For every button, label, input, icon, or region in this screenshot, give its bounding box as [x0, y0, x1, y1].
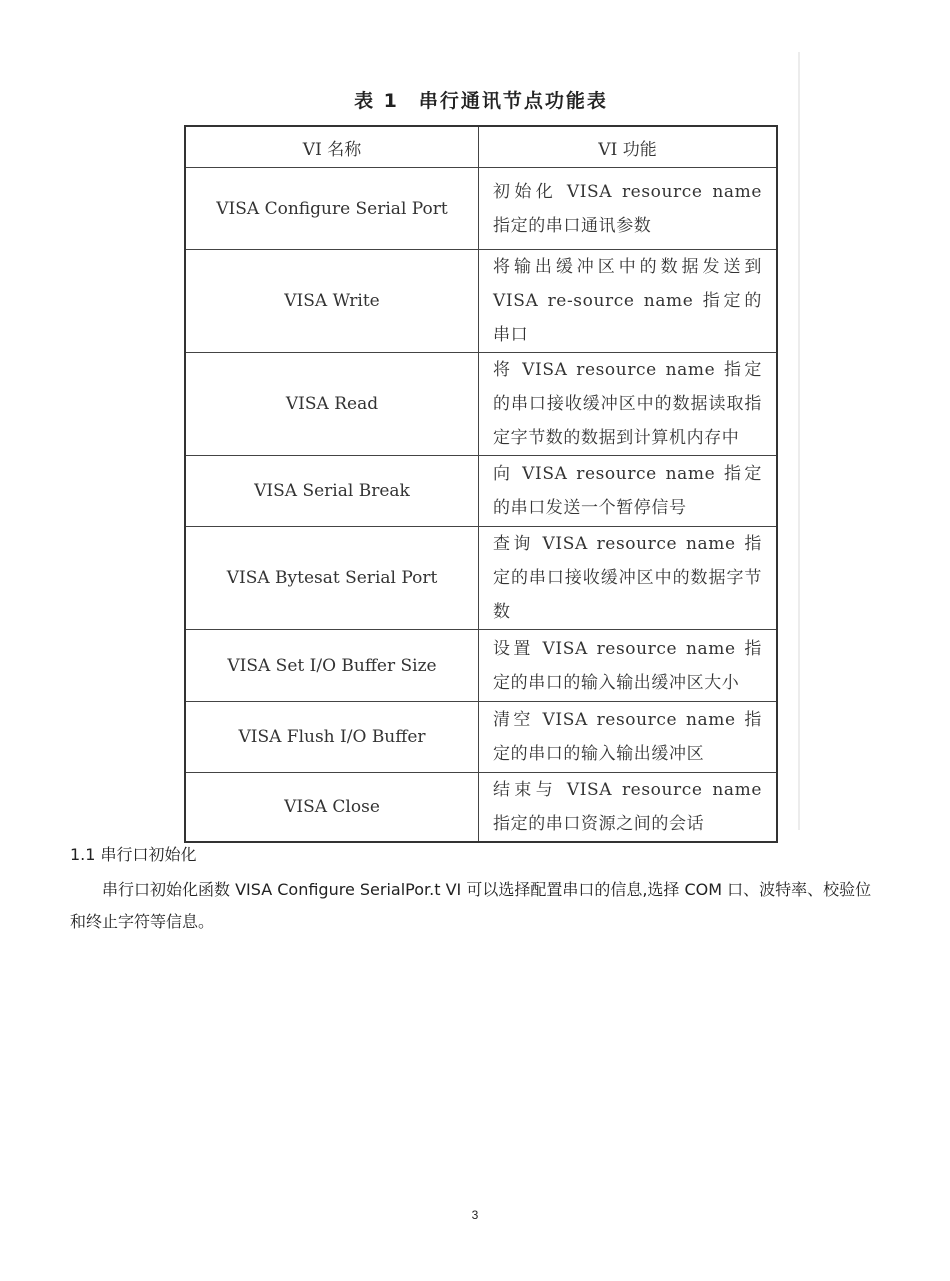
row-vi-name: VISA Serial Break — [185, 456, 479, 527]
table-row — [185, 773, 777, 843]
section-heading: 1.1 串行口初始化 — [70, 845, 197, 864]
table-row — [185, 353, 777, 456]
row-vi-function: 查询 VISA resource name 指定的串口接收缓冲区中的数据字节数 — [479, 527, 778, 630]
row-vi-name: VISA Close — [185, 773, 479, 843]
table-caption-number: 表 1 — [354, 90, 399, 112]
row-vi-function: 将输出缓冲区中的数据发送到 VISA re-source name 指定的串口 — [479, 250, 778, 353]
row-vi-name: VISA Flush I/O Buffer — [185, 702, 479, 773]
table-row — [185, 702, 777, 773]
vi-function-table — [184, 125, 778, 843]
row-vi-function: 向 VISA resource name 指定的串口发送一个暂停信号 — [479, 456, 778, 527]
table-header-row — [185, 126, 777, 168]
table-caption — [184, 86, 778, 113]
row-vi-name: VISA Write — [185, 250, 479, 353]
row-vi-name: VISA Read — [185, 353, 479, 456]
row-vi-name: VISA Set I/O Buffer Size — [185, 630, 479, 702]
row-vi-name: VISA Configure Serial Port — [185, 168, 479, 250]
row-vi-function: 清空 VISA resource name 指定的串口的输入输出缓冲区 — [479, 702, 778, 773]
row-vi-function: 将 VISA resource name 指定的串口接收缓冲区中的数据读取指定字节数的数据到计算机内存中 — [479, 353, 778, 456]
table-row — [185, 630, 777, 702]
table-caption-title: 串行通讯节点功能表 — [418, 90, 608, 112]
header-vi-name: VI 名称 — [185, 126, 479, 168]
row-vi-function: 初始化 VISA resource name 指定的串口通讯参数 — [479, 168, 778, 250]
header-vi-function: VI 功能 — [479, 126, 778, 168]
table-row — [185, 527, 777, 630]
table-row — [185, 250, 777, 353]
table-row — [185, 456, 777, 527]
row-vi-name: VISA Bytesat Serial Port — [185, 527, 479, 630]
body-paragraph: 串行口初始化函数 VISA Configure SerialPor.t VI 可以选择配置串口的信息,选择 COM 口、波特率、校验位和终止字符等信息。 — [70, 880, 872, 931]
page-number: 3 — [471, 1208, 479, 1222]
table-row — [185, 168, 777, 250]
figure-edge-divider — [798, 52, 800, 830]
row-vi-function: 设置 VISA resource name 指定的串口的输入输出缓冲区大小 — [479, 630, 778, 702]
row-vi-function: 结束与 VISA resource name 指定的串口资源之间的会话 — [479, 773, 778, 843]
